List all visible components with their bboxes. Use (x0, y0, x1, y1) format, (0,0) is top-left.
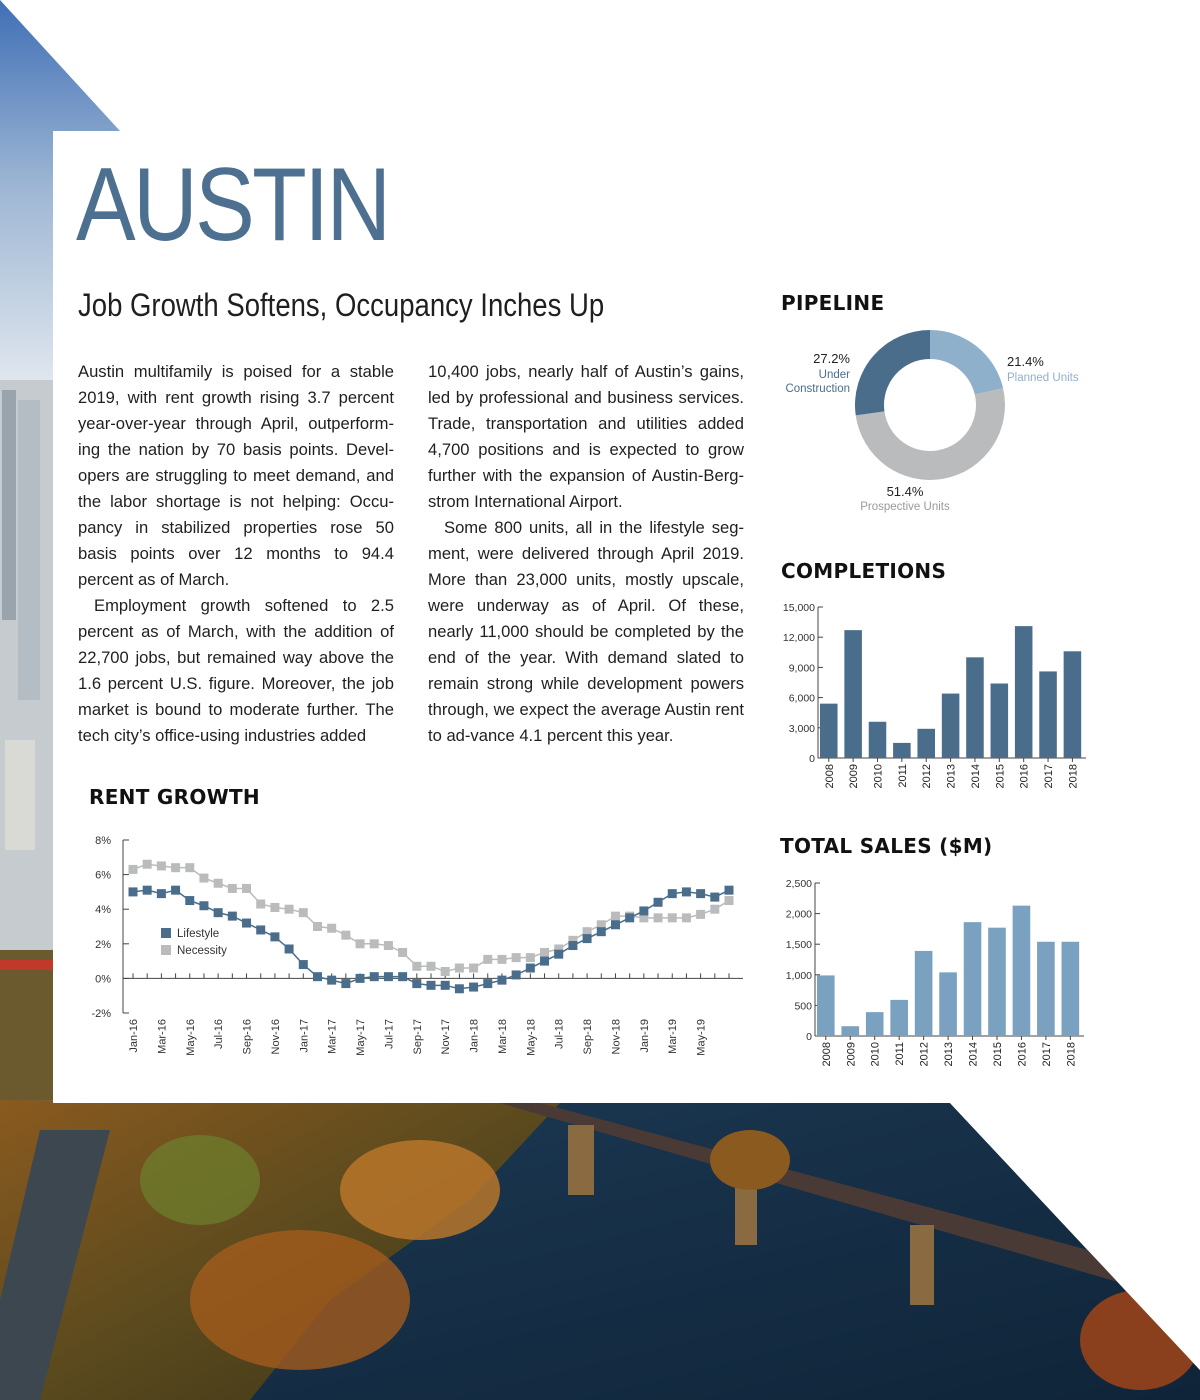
completions-bar-chart (770, 595, 1100, 795)
data-point-lifestyle (370, 972, 379, 981)
data-point-necessity (299, 908, 308, 917)
data-point-necessity (483, 955, 492, 964)
x-tick-label: 2009 (845, 1042, 858, 1067)
data-point-lifestyle (185, 896, 194, 905)
data-point-necessity (313, 922, 322, 931)
y-tick-label: 1,500 (785, 939, 812, 952)
pipeline-donut-chart (770, 320, 1100, 520)
slice-pct-planned-units: 21.4% (1007, 354, 1044, 369)
data-point-necessity (668, 913, 677, 922)
y-tick-label: -2% (91, 1008, 111, 1020)
data-point-lifestyle (568, 941, 577, 950)
x-tick-label: May-18 (525, 1019, 538, 1056)
slice-label-prospective-units: Prospective Units (860, 501, 950, 513)
y-tick-label: 2% (95, 938, 111, 951)
y-tick-label: 0% (95, 973, 111, 986)
legend-swatch-lifestyle (161, 928, 171, 938)
data-point-lifestyle (497, 976, 506, 985)
bar-2017 (1039, 671, 1057, 758)
page-title: AUSTIN (76, 147, 389, 263)
x-tick-label: 2013 (945, 764, 958, 789)
data-point-necessity (725, 896, 734, 905)
x-tick-label: 2018 (1067, 764, 1080, 789)
data-point-lifestyle (412, 979, 421, 988)
data-point-lifestyle (242, 919, 251, 928)
completions-title: COMPLETIONS (781, 559, 947, 583)
data-point-lifestyle (540, 957, 549, 966)
x-tick-label: May-19 (695, 1019, 708, 1056)
data-point-lifestyle (313, 972, 322, 981)
slice-label-under-construction: Under (818, 369, 850, 381)
article-column-1 (78, 359, 394, 749)
data-point-necessity (242, 884, 251, 893)
bar-2013 (942, 694, 960, 758)
data-point-lifestyle (384, 972, 393, 981)
article-column-2 (428, 359, 744, 749)
bar-2018 (1062, 942, 1080, 1036)
bar-2012 (917, 729, 935, 758)
x-tick-label: 2010 (872, 764, 885, 789)
data-point-lifestyle (256, 925, 265, 934)
rent-growth-chart (77, 810, 751, 1080)
x-tick-label: 2008 (823, 764, 836, 789)
x-tick-label: 2016 (1016, 1042, 1029, 1067)
data-point-lifestyle (696, 889, 705, 898)
data-point-lifestyle (285, 944, 294, 953)
data-point-necessity (157, 861, 166, 870)
data-point-necessity (356, 939, 365, 948)
x-tick-label: Jan-19 (638, 1019, 651, 1053)
data-point-necessity (171, 863, 180, 872)
data-point-lifestyle (455, 984, 464, 993)
data-point-necessity (327, 924, 336, 933)
x-tick-label: 2011 (896, 764, 909, 788)
page-subtitle: Job Growth Softens, Occupancy Inches Up (78, 287, 605, 323)
y-tick-label: 500 (794, 1000, 812, 1013)
data-point-lifestyle (639, 906, 648, 915)
x-tick-label: 2010 (869, 1042, 882, 1067)
x-tick-label: Mar-17 (326, 1019, 339, 1054)
total-sales-bar-chart (770, 870, 1100, 1075)
data-point-lifestyle (199, 901, 208, 910)
y-tick-label: 0 (806, 1031, 812, 1043)
y-tick-label: 15,000 (782, 602, 815, 614)
x-tick-label: Nov-17 (440, 1019, 453, 1055)
bar-2009 (841, 1026, 859, 1036)
data-point-lifestyle (341, 979, 350, 988)
data-point-necessity (143, 860, 152, 869)
bar-2016 (1013, 906, 1031, 1036)
bar-2013 (939, 972, 957, 1036)
data-point-necessity (370, 939, 379, 948)
data-point-lifestyle (654, 898, 663, 907)
data-point-lifestyle (725, 886, 734, 895)
x-tick-label: May-17 (355, 1019, 368, 1056)
data-point-lifestyle (668, 889, 677, 898)
donut-slice-planned-units (930, 330, 1003, 395)
data-point-lifestyle (554, 950, 563, 959)
data-point-necessity (228, 884, 237, 893)
x-tick-label: Sep-18 (582, 1019, 595, 1055)
data-point-lifestyle (526, 964, 535, 973)
data-point-necessity (214, 879, 223, 888)
x-tick-label: Mar-16 (156, 1019, 169, 1054)
x-tick-label: Jul-17 (383, 1019, 396, 1049)
slice-pct-under-construction: 27.2% (813, 351, 850, 366)
x-tick-label: Jul-18 (553, 1019, 566, 1049)
y-tick-label: 8% (95, 835, 111, 847)
data-point-lifestyle (710, 893, 719, 902)
x-tick-label: 2016 (1018, 764, 1031, 789)
x-tick-label: May-16 (184, 1019, 197, 1056)
data-point-necessity (455, 964, 464, 973)
data-point-lifestyle (171, 886, 180, 895)
y-tick-label: 4% (95, 904, 111, 917)
bar-2014 (964, 922, 982, 1036)
data-point-lifestyle (441, 981, 450, 990)
pipeline-title: PIPELINE (781, 291, 885, 315)
x-tick-label: Jan-16 (128, 1019, 140, 1053)
x-tick-label: Mar-18 (496, 1019, 509, 1054)
data-point-lifestyle (356, 974, 365, 983)
x-tick-label: 2014 (967, 1042, 980, 1067)
legend-label-necessity: Necessity (177, 945, 227, 957)
data-point-lifestyle (483, 979, 492, 988)
x-tick-label: 2013 (943, 1042, 956, 1067)
data-point-necessity (497, 955, 506, 964)
data-point-necessity (611, 912, 620, 921)
data-point-necessity (682, 913, 691, 922)
data-point-lifestyle (228, 912, 237, 921)
bar-2015 (988, 928, 1006, 1036)
legend-label-lifestyle: Lifestyle (177, 928, 220, 940)
x-tick-label: Jan-17 (298, 1019, 311, 1053)
x-tick-label: Nov-18 (610, 1019, 623, 1055)
y-tick-label: 0 (809, 753, 815, 765)
x-tick-label: 2008 (820, 1042, 833, 1067)
bar-2011 (893, 743, 911, 758)
bar-2010 (866, 1012, 884, 1036)
x-tick-label: Mar-19 (667, 1019, 680, 1054)
bar-2018 (1064, 651, 1082, 758)
bar-2012 (915, 951, 933, 1036)
x-tick-label: Jul-16 (213, 1019, 226, 1049)
data-point-lifestyle (512, 970, 521, 979)
y-tick-label: 2,500 (785, 878, 812, 890)
data-point-necessity (441, 967, 450, 976)
legend-swatch-necessity (161, 945, 171, 955)
data-point-lifestyle (299, 960, 308, 969)
data-point-lifestyle (583, 934, 592, 943)
y-tick-label: 6,000 (788, 692, 815, 705)
data-point-necessity (185, 863, 194, 872)
data-point-lifestyle (270, 932, 279, 941)
bar-2009 (844, 630, 862, 758)
x-tick-label: 2012 (918, 1042, 931, 1067)
x-tick-label: 2011 (894, 1042, 907, 1066)
bar-2011 (890, 1000, 908, 1036)
x-tick-label: Nov-16 (269, 1019, 282, 1055)
x-tick-label: 2017 (1043, 764, 1056, 789)
y-tick-label: 12,000 (782, 632, 815, 645)
data-point-lifestyle (398, 972, 407, 981)
total-sales-title: TOTAL SALES ($M) (780, 834, 993, 858)
slice-label-under-construction: Construction (785, 383, 850, 395)
data-point-lifestyle (611, 920, 620, 929)
paragraph: Some 800 units, all in the lifestyle seg-ment, were delivered through April 2019. More than 23,000 units, mostly upscale, were underway as of April. Of these, nearly 11,000 should be completed by the end of the year. With demand slated to remain strong while development powers through, we expect the average Austin rent to ad-vance 4.1 percent this year. (428, 518, 744, 745)
slice-label-planned-units: Planned Units (1007, 372, 1079, 384)
data-point-necessity (398, 948, 407, 957)
data-point-lifestyle (129, 887, 138, 896)
donut-slice-under-construction (855, 330, 930, 415)
data-point-lifestyle (625, 913, 634, 922)
paragraph: Employment growth softened to 2.5 percent as of March, with the addition of 22,700 jobs, but remained way above the 1.6 percent U.S. figure. Moreover, the job market is bound to moderate further. The tech city’s office-using industries added (78, 596, 394, 745)
y-tick-label: 1,000 (785, 969, 812, 982)
rent-growth-title: RENT GROWTH (89, 785, 260, 809)
bar-2015 (991, 684, 1009, 758)
data-point-lifestyle (682, 887, 691, 896)
data-point-lifestyle (214, 908, 223, 917)
x-tick-label: 2015 (994, 764, 1007, 789)
data-point-lifestyle (157, 889, 166, 898)
bar-2016 (1015, 626, 1033, 758)
y-tick-label: 6% (95, 869, 111, 882)
data-point-necessity (256, 900, 265, 909)
data-point-necessity (285, 905, 294, 914)
x-tick-label: 2017 (1040, 1042, 1053, 1067)
data-point-lifestyle (327, 976, 336, 985)
data-point-necessity (427, 962, 436, 971)
x-tick-label: 2014 (969, 764, 982, 789)
data-point-necessity (526, 953, 535, 962)
data-point-necessity (384, 941, 393, 950)
data-point-necessity (270, 903, 279, 912)
slice-pct-prospective-units: 51.4% (886, 484, 924, 499)
y-tick-label: 3,000 (788, 722, 815, 735)
bar-2008 (820, 704, 838, 758)
data-point-necessity (199, 874, 208, 883)
x-tick-label: 2012 (921, 764, 934, 789)
data-point-necessity (412, 962, 421, 971)
x-tick-label: 2009 (848, 764, 861, 789)
data-point-necessity (540, 948, 549, 957)
x-tick-label: Sep-16 (241, 1019, 254, 1055)
y-tick-label: 9,000 (788, 662, 815, 675)
y-tick-label: 2,000 (785, 908, 812, 921)
data-point-necessity (512, 953, 521, 962)
data-point-lifestyle (469, 983, 478, 992)
paragraph: 10,400 jobs, nearly half of Austin’s gains, led by professional and business services. Trade, transportation and utilities added 4,700 positions and is expected to grow further with the expansion of Austin-Berg-strom International Airport. (428, 362, 744, 511)
paragraph: Austin multifamily is poised for a stable 2019, with rent growth rising 3.7 percent year-over-year through April, outperform-ing the nation by 70 basis points. Devel-opers are struggling to meet demand, and the labor shortage is not helping: Occu-pancy in stabilized properties rose 50 basis points over 12 months to 94.4 percent as of March. (78, 362, 394, 589)
x-tick-label: Sep-17 (411, 1019, 424, 1055)
data-point-lifestyle (597, 927, 606, 936)
data-point-necessity (469, 964, 478, 973)
x-tick-label: Jan-18 (468, 1019, 481, 1053)
data-point-necessity (654, 913, 663, 922)
bar-2014 (966, 657, 984, 758)
bar-2010 (869, 722, 887, 758)
data-point-necessity (696, 910, 705, 919)
data-point-lifestyle (427, 981, 436, 990)
bar-2017 (1037, 942, 1055, 1036)
data-point-necessity (710, 905, 719, 914)
data-point-lifestyle (143, 886, 152, 895)
x-tick-label: 2018 (1065, 1042, 1078, 1067)
bar-2008 (817, 975, 835, 1036)
x-tick-label: 2015 (991, 1042, 1004, 1067)
data-point-necessity (129, 865, 138, 874)
data-point-necessity (341, 931, 350, 940)
